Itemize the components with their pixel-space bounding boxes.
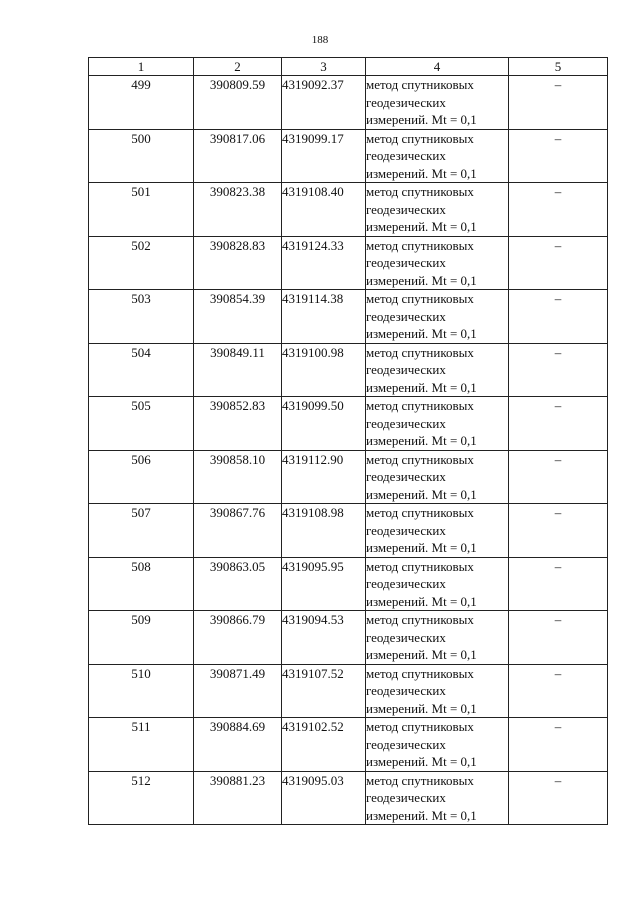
method-line-3: измерений. Mt = 0,1 — [366, 807, 477, 823]
method-cell — [366, 664, 509, 718]
method-line-3: измерений. Mt = 0,1 — [366, 165, 477, 181]
method-cell — [366, 611, 509, 665]
y-coordinate-cell: 4319124.33 — [282, 236, 366, 290]
x-coordinate-cell: 390884.69 — [194, 718, 282, 772]
method-line-2: геодезических — [366, 629, 446, 645]
x-coordinate-cell: 390809.59 — [194, 76, 282, 130]
method-line-1: метод спутниковых — [366, 719, 474, 734]
column-5-cell: – — [509, 290, 608, 344]
method-line-1: метод спутниковых — [366, 77, 474, 92]
method-cell — [366, 129, 509, 183]
column-header-4: 4 — [366, 58, 509, 76]
x-coordinate-cell: 390867.76 — [194, 504, 282, 558]
method-line-3: измерений. Mt = 0,1 — [366, 647, 477, 662]
method-cell — [366, 718, 509, 772]
table-row — [89, 718, 608, 772]
method-line-1: метод спутниковых — [366, 184, 474, 199]
x-coordinate-cell: 390881.23 — [194, 771, 282, 825]
method-line-2: геодезических — [366, 415, 446, 431]
point-number-cell: 501 — [89, 183, 194, 237]
method-cell — [366, 236, 509, 290]
point-number-cell: 505 — [89, 397, 194, 451]
column-5-cell: – — [509, 664, 608, 718]
point-number-cell: 503 — [89, 290, 194, 344]
point-number-cell: 499 — [89, 76, 194, 130]
method-line-2: геодезических — [366, 683, 446, 698]
method-line-3: измерений. Mt = 0,1 — [366, 754, 477, 769]
method-line-1: метод спутниковых — [366, 344, 474, 360]
method-cell — [366, 76, 509, 130]
y-coordinate-cell: 4319092.37 — [282, 76, 366, 130]
method-cell — [366, 450, 509, 504]
x-coordinate-cell: 390866.79 — [194, 611, 282, 665]
y-coordinate-cell: 4319099.17 — [282, 129, 366, 183]
method-line-2: геодезических — [366, 522, 446, 538]
column-header-5: 5 — [509, 58, 608, 76]
y-coordinate-cell: 4319095.95 — [282, 557, 366, 611]
y-coordinate-cell: 4319107.52 — [282, 664, 366, 718]
method-line-3: измерений. Mt = 0,1 — [366, 486, 477, 502]
x-coordinate-cell: 390828.83 — [194, 236, 282, 290]
column-5-cell: – — [509, 504, 608, 558]
point-number-cell: 511 — [89, 718, 194, 772]
table-row — [89, 504, 608, 558]
x-coordinate-cell: 390863.05 — [194, 557, 282, 611]
method-line-2: геодезических — [366, 148, 446, 163]
x-coordinate-cell: 390858.10 — [194, 450, 282, 504]
method-line-3: измерений. Mt = 0,1 — [366, 433, 477, 448]
table-row — [89, 450, 608, 504]
method-line-1: метод спутниковых — [366, 505, 474, 520]
page-number: 188 — [311, 34, 329, 46]
method-cell — [366, 397, 509, 451]
y-coordinate-cell: 4319108.98 — [282, 504, 366, 558]
y-coordinate-cell: 4319099.50 — [282, 397, 366, 451]
column-5-cell: – — [509, 718, 608, 772]
column-5-cell: – — [509, 397, 608, 451]
method-line-2: геодезических — [366, 255, 446, 270]
method-line-2: геодезических — [366, 308, 446, 324]
point-number-cell: 508 — [89, 557, 194, 611]
column-5-cell: – — [509, 343, 608, 397]
method-line-2: геодезических — [366, 94, 446, 110]
point-number-cell: 506 — [89, 450, 194, 504]
point-number-cell: 504 — [89, 343, 194, 397]
method-line-1: метод спутниковых — [366, 237, 474, 253]
y-coordinate-cell: 4319094.53 — [282, 611, 366, 665]
coordinates-table — [88, 57, 608, 825]
method-line-1: метод спутниковых — [366, 291, 474, 306]
method-line-1: метод спутниковых — [366, 665, 474, 681]
point-number-cell: 509 — [89, 611, 194, 665]
column-5-cell: – — [509, 183, 608, 237]
table-row — [89, 129, 608, 183]
point-number-cell: 512 — [89, 771, 194, 825]
column-5-cell: – — [509, 771, 608, 825]
table-row — [89, 664, 608, 718]
method-cell — [366, 557, 509, 611]
method-line-1: метод спутниковых — [366, 558, 474, 574]
method-line-2: геодезических — [366, 201, 446, 217]
method-line-1: метод спутниковых — [366, 398, 474, 413]
y-coordinate-cell: 4319108.40 — [282, 183, 366, 237]
method-line-2: геодезических — [366, 362, 446, 377]
column-5-cell: – — [509, 450, 608, 504]
y-coordinate-cell: 4319112.90 — [282, 450, 366, 504]
y-coordinate-cell: 4319114.38 — [282, 290, 366, 344]
table-header — [89, 58, 608, 76]
point-number-cell: 510 — [89, 664, 194, 718]
header-row — [89, 58, 608, 76]
table-row — [89, 771, 608, 825]
method-cell — [366, 290, 509, 344]
x-coordinate-cell: 390817.06 — [194, 129, 282, 183]
method-cell — [366, 183, 509, 237]
table-row — [89, 397, 608, 451]
column-header-1: 1 — [89, 58, 194, 76]
x-coordinate-cell: 390849.11 — [194, 343, 282, 397]
method-line-2: геодезических — [366, 790, 446, 805]
column-5-cell: – — [509, 611, 608, 665]
column-5-cell: – — [509, 129, 608, 183]
method-line-3: измерений. Mt = 0,1 — [366, 379, 477, 395]
point-number-cell: 507 — [89, 504, 194, 558]
y-coordinate-cell: 4319100.98 — [282, 343, 366, 397]
method-line-3: измерений. Mt = 0,1 — [366, 326, 477, 341]
table-row — [89, 557, 608, 611]
method-line-3: измерений. Mt = 0,1 — [366, 593, 477, 609]
column-5-cell: – — [509, 557, 608, 611]
x-coordinate-cell: 390823.38 — [194, 183, 282, 237]
method-line-3: измерений. Mt = 0,1 — [366, 219, 477, 234]
method-line-1: метод спутниковых — [366, 451, 474, 467]
method-line-1: метод спутниковых — [366, 772, 474, 788]
method-line-1: метод спутниковых — [366, 130, 474, 146]
column-5-cell: – — [509, 236, 608, 290]
method-line-1: метод спутниковых — [366, 612, 474, 627]
x-coordinate-cell: 390854.39 — [194, 290, 282, 344]
method-line-2: геодезических — [366, 736, 446, 752]
column-header-2: 2 — [194, 58, 282, 76]
method-cell — [366, 771, 509, 825]
table-row — [89, 290, 608, 344]
table-row — [89, 611, 608, 665]
method-line-2: геодезических — [366, 469, 446, 484]
column-5-cell: – — [509, 76, 608, 130]
point-number-cell: 500 — [89, 129, 194, 183]
point-number-cell: 502 — [89, 236, 194, 290]
table-body — [89, 76, 608, 825]
column-header-3: 3 — [282, 58, 366, 76]
method-line-3: измерений. Mt = 0,1 — [366, 700, 477, 716]
table-row — [89, 236, 608, 290]
method-cell — [366, 343, 509, 397]
method-line-3: измерений. Mt = 0,1 — [366, 112, 477, 127]
y-coordinate-cell: 4319095.03 — [282, 771, 366, 825]
table-row — [89, 183, 608, 237]
table-row — [89, 76, 608, 130]
method-line-3: измерений. Mt = 0,1 — [366, 540, 477, 555]
method-line-3: измерений. Mt = 0,1 — [366, 272, 477, 288]
y-coordinate-cell: 4319102.52 — [282, 718, 366, 772]
method-cell — [366, 504, 509, 558]
method-line-2: геодезических — [366, 576, 446, 591]
x-coordinate-cell: 390852.83 — [194, 397, 282, 451]
table-row — [89, 343, 608, 397]
x-coordinate-cell: 390871.49 — [194, 664, 282, 718]
